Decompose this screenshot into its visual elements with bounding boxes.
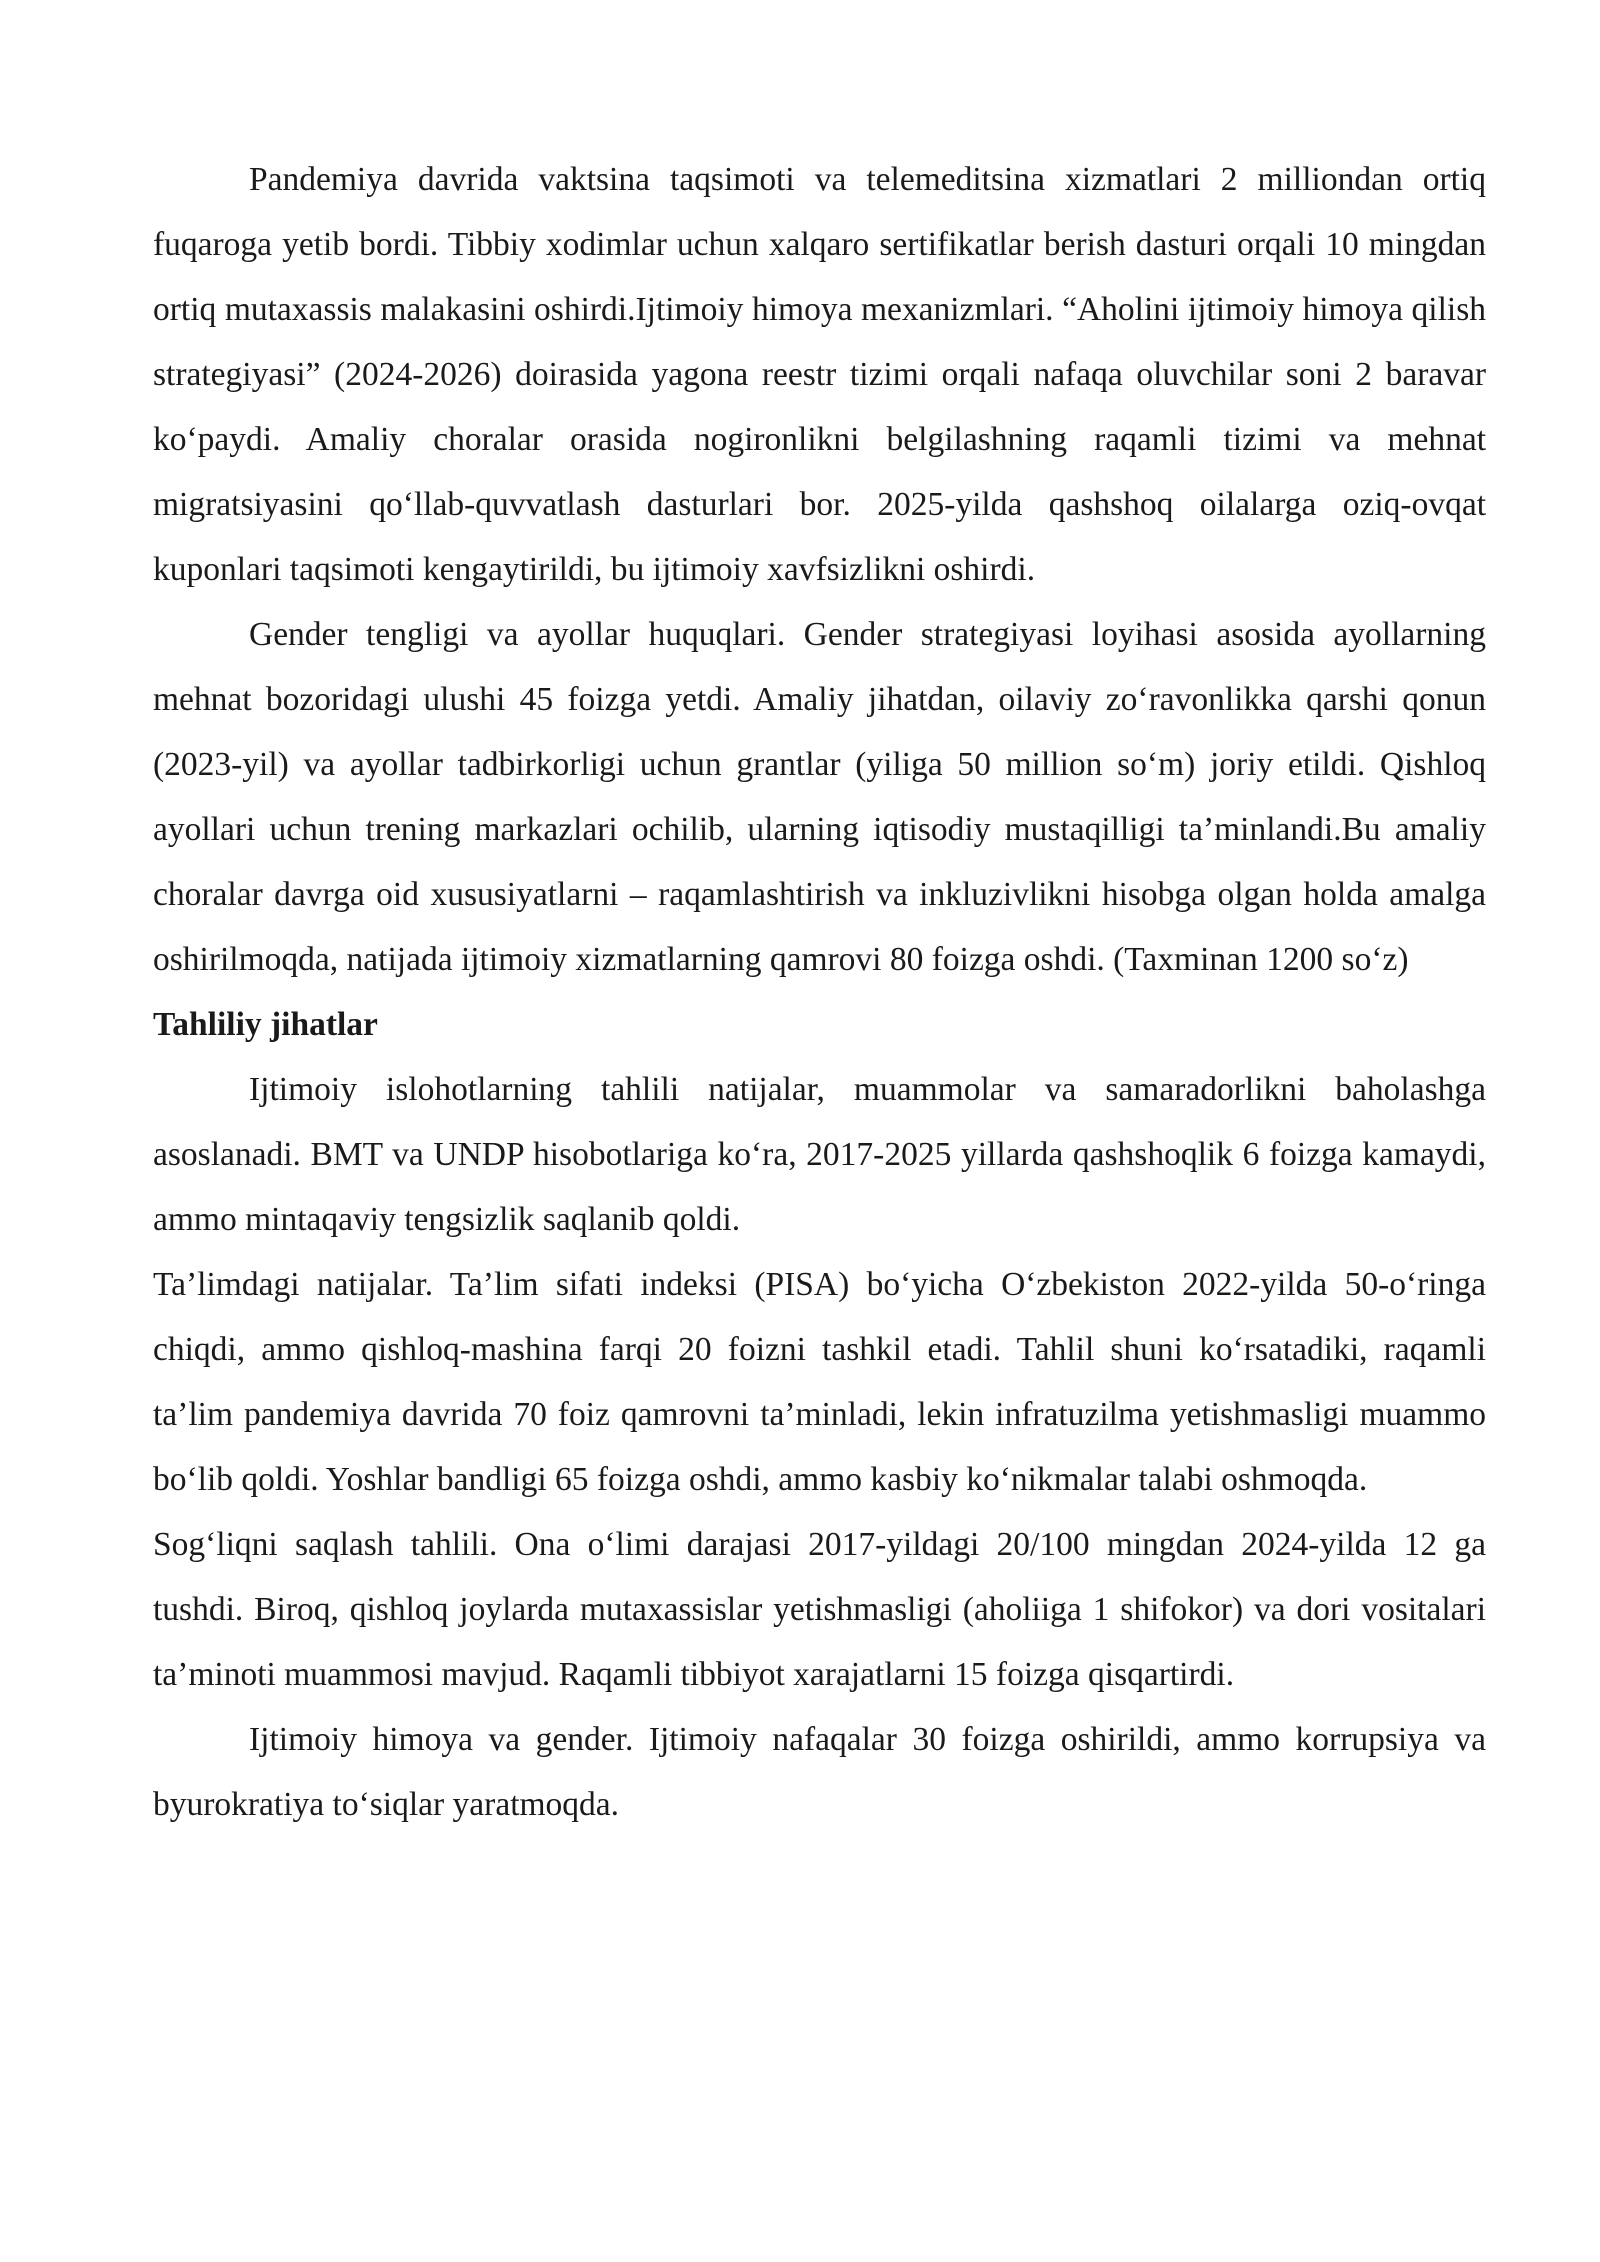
document-body bbox=[153, 147, 1486, 1837]
paragraph-vaccination-social-protection: Pandemiya davrida vaktsina taqsimoti va telemeditsina xizmatlari 2 milliondan ortiq fuqaroga yetib bordi. Tibbiy xodimlar uchun xalqaro sertifikatlar berish dasturi orqali 10 mingdan ortiq mutaxassis malakasini oshirdi.Ijtimoiy himoya mexanizmlari. “Aholini ijtimoiy himoya qilish strategiyasi” (2024-2026) doirasida yagona reestr tizimi orqali nafaqa oluvchilar soni 2 baravar ko‘paydi. Amaliy choralar orasida nogironlikni belgilashning raqamli tizimi va mehnat migratsiyasini qo‘llab-quvvatlash dasturlari bor. 2025-yilda qashshoq oilalarga oziq-ovqat kuponlari taqsimoti kengaytirildi, bu ijtimoiy xavfsizlikni oshirdi. bbox=[153, 161, 1486, 588]
paragraph-gender-equality: Gender tengligi va ayollar huquqlari. Gender strategiyasi loyihasi asosida ayollarning mehnat bozoridagi ulushi 45 foizga yetdi. Amaliy jihatdan, oilaviy zo‘ravonlikka qarshi qonun (2023-yil) va ayollar tadbirkorligi uchun grantlar (yiliga 50 million so‘m) joriy etildi. Qishloq ayollari uchun trening markazlari ochilib, ularning iqtisodiy mustaqilligi ta’minlandi.Bu amaliy choralar davrga oid xususiyatlarni – raqamlashtirish va inkluzivlikni hisobga olgan holda amalga oshirilmoqda, natijada ijtimoiy xizmatlarning qamrovi 80 foizga oshdi. (Taxminan 1200 so‘z) bbox=[153, 616, 1486, 978]
paragraph-reform-analysis: Ijtimoiy islohotlarning tahlili natijalar, muammolar va samaradorlikni baholashga asoslanadi. BMT va UNDP hisobotlariga ko‘ra, 2017-2025 yillarda qashshoqlik 6 foizga kamaydi, ammo mintaqaviy tengsizlik saqlanib qoldi. bbox=[153, 1071, 1486, 1238]
paragraph-social-protection-gender: Ijtimoiy himoya va gender. Ijtimoiy nafaqalar 30 foizga oshirildi, ammo korrupsiya va byurokratiya to‘siqlar yaratmoqda. bbox=[153, 1721, 1486, 1823]
section-heading-analytical-aspects: Tahliliy jihatlar bbox=[153, 1006, 378, 1043]
paragraph-education-results: Ta’limdagi natijalar. Ta’lim sifati indeksi (PISA) bo‘yicha O‘zbekiston 2022-yilda 50-o‘ringa chiqdi, ammo qishloq-mashina farqi 20 foizni tashkil etadi. Tahlil shuni ko‘rsatadiki, raqamli ta’lim pandemiya davrida 70 foiz qamrovni ta’minladi, lekin infratuzilma yetishmasligi muammo bo‘lib qoldi. Yoshlar bandligi 65 foizga oshdi, ammo kasbiy ko‘nikmalar talabi oshmoqda. bbox=[153, 1266, 1486, 1498]
paragraph-healthcare-analysis: Sog‘liqni saqlash tahlili. Ona o‘limi darajasi 2017-yildagi 20/100 mingdan 2024-yilda 12 ga tushdi. Biroq, qishloq joylarda mutaxassislar yetishmasligi (aholiiga 1 shifokor) va dori vositalari ta’minoti muammosi mavjud. Raqamli tibbiyot xarajatlarni 15 foizga qisqartirdi. bbox=[153, 1526, 1486, 1693]
